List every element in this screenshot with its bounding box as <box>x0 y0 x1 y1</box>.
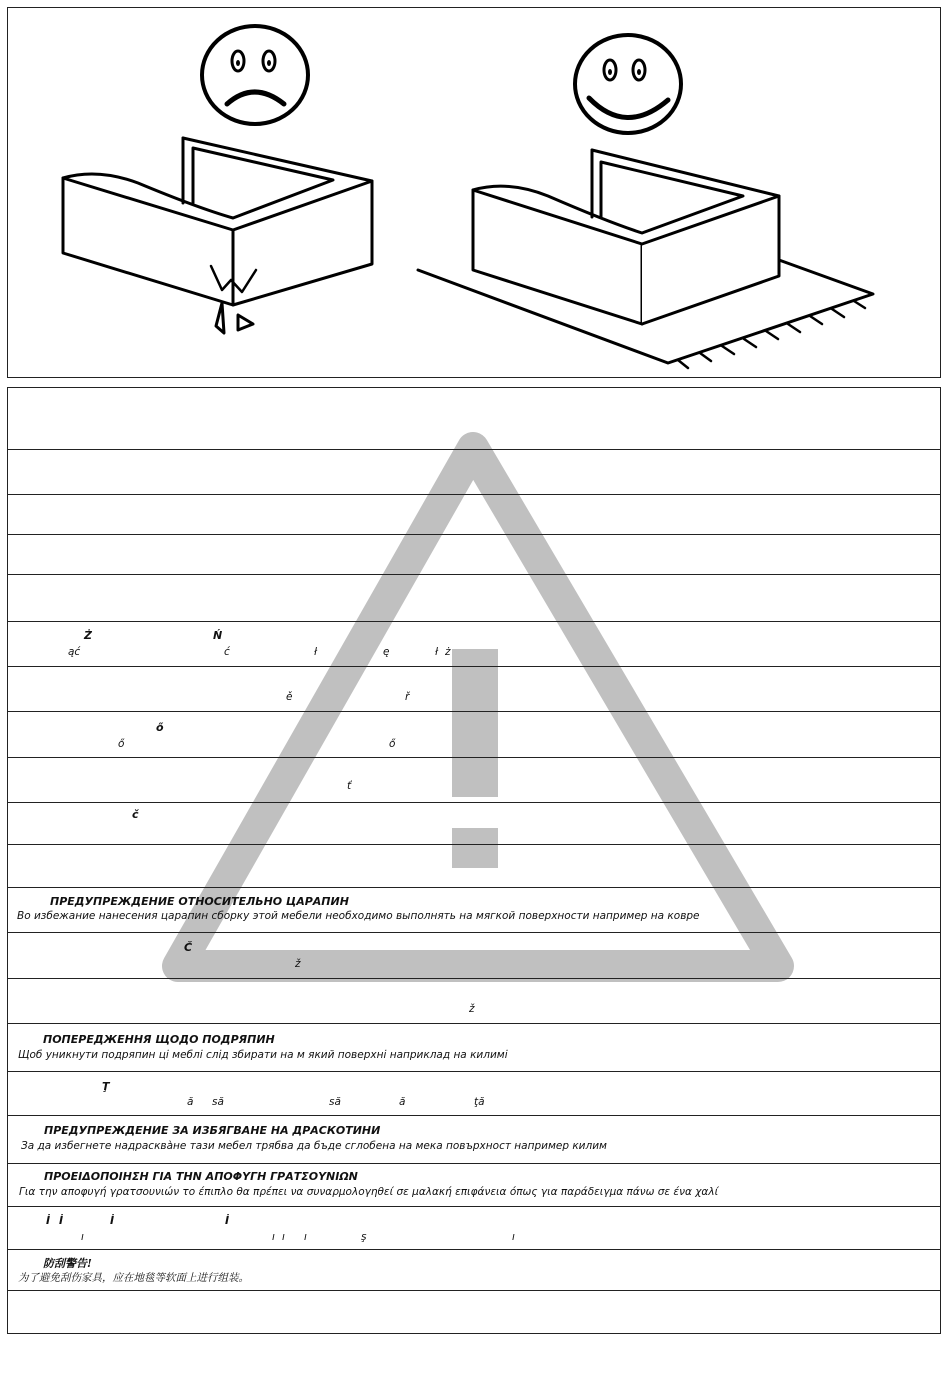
table-row <box>8 1116 940 1164</box>
warning-heading: ΠΡΟΕΙΔΟΠΟΙΗΣΗ ΓΙΑ ΤΗΝ ΑΠΟΦΥΓΗ ΓΡΑΤΣΟΥΝΙΩΝ <box>44 1170 358 1183</box>
table-row: ž <box>8 979 940 1024</box>
table-row: İ İ İ İ ı ı ı ı ş ı <box>8 1207 940 1250</box>
table-row: ě ř <box>8 667 940 712</box>
table-row <box>8 1164 940 1207</box>
intact-box <box>473 150 779 324</box>
table-row <box>8 495 940 535</box>
warning-heading: ПРЕДУПРЕЖДЕНИЕ ЗА ИЗБЯГВАНЕ НА ДРАСКОТИНИ <box>44 1124 381 1137</box>
table-row <box>8 450 940 495</box>
table-row: Č ž <box>8 933 940 979</box>
damaged-box <box>63 138 372 333</box>
warning-heading: ПОПЕРЕДЖЕННЯ ЩОДО ПОДРЯПИН <box>43 1033 275 1046</box>
warning-text: Για την αποφυγή γρατσουνιών το έπιπλο θα πρέπει να συναρμολογηθεί σε μαλακή επιφάνεια όπως για παράδειγμα πάνω σε ένα χαλί <box>19 1186 719 1198</box>
warning-text: 为了避免刮伤家具，应在地毯等软面上进行组装。 <box>18 1272 249 1284</box>
table-row: č <box>8 803 940 845</box>
table-row <box>8 1291 940 1334</box>
warning-text: Щоб уникнути подряпин ці меблі слід збирати на м який поверхні наприклад на килимі <box>18 1049 508 1061</box>
warning-text: За да избегнете надрасква̀не тази мебел трябва да бъде сглобена на мека повърхност например килим <box>21 1140 607 1152</box>
table-row: ť <box>8 758 940 803</box>
happy-face-icon <box>575 35 681 133</box>
assembly-illustration <box>8 8 942 379</box>
table-row <box>8 845 940 888</box>
table-row: ő ő ő <box>8 712 940 758</box>
table-row: Ţ ă să să ă ţă <box>8 1072 940 1116</box>
warning-heading: 防刮警告! <box>43 1257 92 1270</box>
table-row <box>8 535 940 575</box>
table-row <box>8 388 940 450</box>
table-row <box>8 575 940 622</box>
warning-text: Во избежание нанесения царапин сборку этой мебели необходимо выполнять на мягкой поверхности например на ковре <box>17 910 700 922</box>
sad-face-icon <box>202 26 308 124</box>
table-row: Ż Ń ąć ć ł ę ł ż <box>8 622 940 667</box>
warning-table <box>7 387 941 1334</box>
table-row <box>8 1024 940 1072</box>
illustration-panel <box>7 7 941 378</box>
table-row <box>8 888 940 933</box>
warning-heading: ПРЕДУПРЕЖДЕНИЕ ОТНОСИТЕЛЬНО ЦАРАПИН <box>50 895 349 908</box>
table-row <box>8 1250 940 1291</box>
